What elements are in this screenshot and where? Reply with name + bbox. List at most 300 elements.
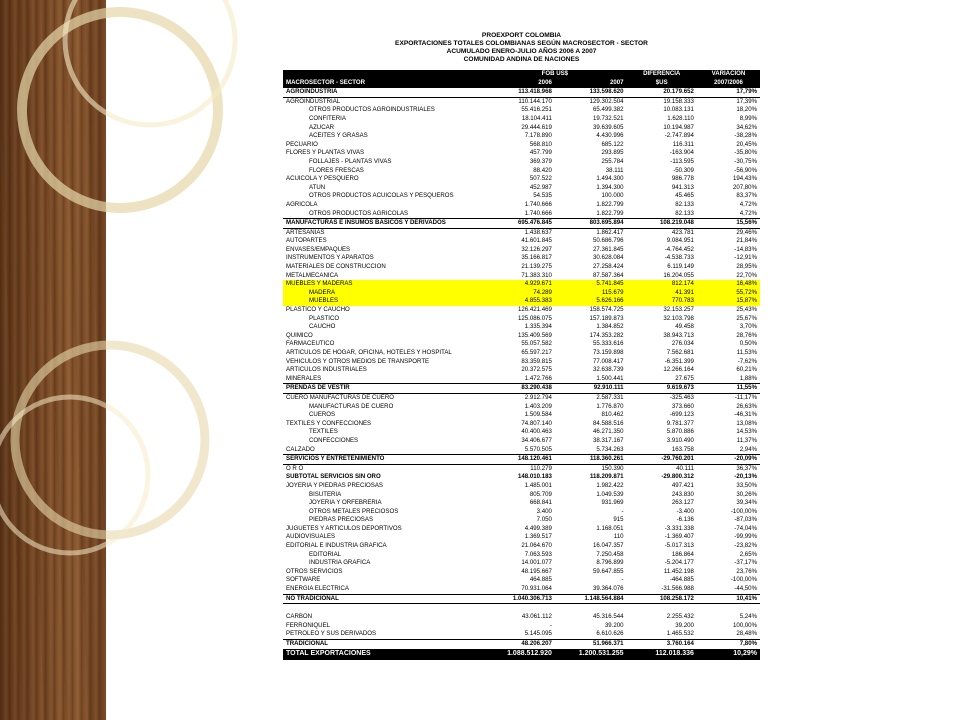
row-value-2006: 1.740.666	[524, 209, 552, 217]
row-diferencia: 276.034	[671, 340, 694, 348]
row-diferencia: 45.465	[675, 192, 694, 200]
table-row	[283, 141, 760, 150]
row-value-2006: 4.929.671	[483, 280, 555, 289]
row-value-2006: 54.535	[533, 192, 552, 200]
row-value-2007: 16.047.357	[593, 542, 624, 550]
row-diferencia: 2.255.432	[666, 613, 694, 621]
row-label: PRENDAS DE VESTIR	[283, 384, 483, 394]
row-value-2006: 5.570.505	[524, 445, 552, 453]
row-label: O R O	[286, 464, 304, 472]
row-variacion: 100,00%	[732, 621, 757, 629]
row-variacion: 14,53%	[736, 428, 757, 436]
row-label: TEXTILES Y CONFECCIONES	[286, 419, 372, 427]
row-value-2006: 40.400.463	[521, 428, 552, 436]
row-value-2007: 150.390	[601, 464, 624, 472]
row-value-2006: 32.126.297	[521, 245, 552, 253]
header-fob: FOB US$	[483, 70, 626, 79]
table-row	[283, 280, 760, 289]
row-diferencia: 3.910.490	[666, 436, 694, 444]
row-label: MANUFACTURAS E INSUMOS BASICOS Y DERIVADOS	[283, 219, 483, 229]
row-label: CALZADO	[286, 445, 315, 453]
row-label: SOFTWARE	[286, 576, 321, 584]
table-row	[283, 559, 760, 568]
row-value-2006: 48.195.667	[521, 567, 552, 575]
row-label: OTROS PRODUCTOS AGROINDUSTRIALES	[309, 106, 435, 114]
row-diferencia: 10.083.131	[663, 106, 694, 114]
row-value-2007: 50.686.796	[593, 237, 624, 245]
row-value-2006: 43.061.112	[521, 613, 552, 621]
row-value-2007: 810.462	[601, 411, 624, 419]
row-diferencia: 39.200	[675, 621, 694, 629]
row-label: MANUFACTURAS DE CUERO	[309, 402, 394, 410]
row-value-2006: 65.597.217	[521, 349, 552, 356]
row-value-2007: 55.333.616	[593, 340, 624, 348]
row-variacion: 3,70%	[739, 323, 757, 331]
row-label: ENVASES/EMPAQUES	[286, 245, 351, 253]
row-variacion: 2,94%	[739, 445, 757, 453]
row-diferencia: 11.452.198	[663, 567, 694, 575]
row-variacion: -35,80%	[734, 149, 757, 157]
row-value-2006: 83.359.815	[521, 357, 552, 365]
row-value-2007: 92.910.111	[555, 384, 627, 394]
row-variacion: 22,70%	[736, 271, 757, 279]
row-value-2006: 14.001.077	[521, 559, 552, 567]
row-diferencia: 49.458	[675, 323, 694, 331]
table-row	[283, 403, 760, 412]
row-label: FARMACEUTICO	[286, 340, 335, 348]
row-label: AGROINDUSTRIA	[283, 88, 483, 98]
row-diferencia: 40.111	[676, 464, 694, 472]
row-value-2007: 4.430.996	[596, 132, 624, 140]
row-value-2007: -	[621, 507, 624, 515]
row-diferencia: 82.133	[675, 209, 694, 217]
table-row	[283, 175, 760, 184]
row-label: JUGUETES Y ARTICULOS DEPORTIVOS	[286, 524, 402, 532]
report-sheet	[283, 26, 760, 660]
row-variacion: 30,26%	[736, 490, 757, 498]
report-period: ACUMULADO ENERO-JULIO AÑOS 2006 A 2007	[446, 48, 597, 55]
row-variacion: -87,03%	[734, 516, 757, 524]
table-row	[283, 649, 760, 660]
row-value-2006: 48.206.207	[483, 640, 555, 650]
row-diferencia: 243.830	[671, 490, 694, 498]
row-diferencia: 20.179.652	[627, 88, 697, 98]
header-row-top	[283, 70, 760, 79]
row-label: SERVICIOS Y ENTRETENIMIENTO	[283, 455, 483, 465]
row-diferencia: 32.153.257	[663, 306, 694, 314]
row-value-2007: 133.598.620	[555, 88, 627, 98]
row-label: PLASTICO Y CAUCHO	[286, 306, 350, 314]
row-label: PLASTICO	[309, 314, 340, 322]
row-value-2007: 1.822.799	[596, 200, 624, 208]
row-diferencia: 1.628.110	[667, 114, 694, 122]
row-label	[283, 604, 483, 614]
table-row	[283, 349, 760, 358]
row-label: OTROS SERVICIOS	[286, 567, 343, 575]
table-row	[283, 315, 760, 324]
row-value-2007: 39.200	[604, 621, 624, 629]
row-variacion: 25,67%	[736, 314, 757, 322]
wood-texture-border	[0, 0, 106, 720]
row-label: OTROS PRODUCTOS AGRICOLAS	[309, 209, 409, 217]
row-diferencia: -6.351.399	[664, 357, 694, 365]
row-diferencia: -699.123	[669, 411, 694, 419]
row-value-2007: 87.587.364	[593, 271, 624, 279]
row-variacion: 194,43%	[732, 175, 757, 183]
row-variacion: -100,00%	[730, 576, 757, 584]
row-value-2007: 1.822.799	[596, 209, 624, 217]
table-row	[283, 420, 760, 429]
row-value-2007: 915	[613, 516, 624, 524]
row-value-2006: 4.499.389	[524, 524, 552, 532]
row-diferencia: -113.595	[670, 157, 694, 165]
row-value-2007: 27.258.424	[593, 263, 624, 271]
row-value-2006: 55.057.582	[521, 340, 552, 348]
row-value-2007: 38.111	[605, 166, 624, 174]
row-value-2006: 83.290.438	[483, 384, 555, 394]
row-variacion: 83,37%	[736, 192, 757, 200]
row-variacion: 11,55%	[697, 384, 760, 394]
row-diferencia: 108.258.172	[627, 594, 697, 604]
row-variacion	[697, 604, 760, 614]
row-label: TOTAL EXPORTACIONES	[283, 649, 483, 660]
row-label: ARTESANIAS	[286, 228, 325, 236]
table-row	[283, 640, 760, 650]
row-diferencia: 82.133	[675, 200, 694, 208]
row-label: PIEDRAS PRECIOSAS	[309, 516, 374, 524]
row-diferencia: -31.566.988	[661, 585, 694, 593]
row-value-2007: 2.587.331	[596, 393, 624, 401]
table-row	[283, 437, 760, 446]
row-value-2006: 1.040.306.713	[483, 594, 555, 604]
row-diferencia: 986.778	[671, 175, 694, 183]
row-value-2006: 21.064.670	[521, 542, 552, 550]
header-dif-unit: $US	[627, 79, 697, 88]
row-label: CARBON	[286, 613, 313, 621]
row-label: INDUSTRIA GRAFICA	[309, 559, 371, 567]
table-row	[283, 482, 760, 491]
row-label: INSTRUMENTOS Y APARATOS	[286, 254, 374, 262]
header-variacion: VARIACION	[697, 70, 760, 79]
row-value-2007: 19.732.521	[593, 114, 624, 122]
table-row	[283, 393, 760, 402]
table-row	[283, 551, 760, 560]
row-value-2006: 3.400	[536, 507, 552, 515]
row-value-2007: 5.626.166	[555, 297, 627, 306]
row-value-2007: 1.776.870	[596, 402, 624, 410]
row-value-2007: 1.200.531.255	[555, 649, 627, 660]
row-diferencia: 6.119.149	[667, 263, 694, 271]
row-diferencia: 10.194.987	[663, 123, 694, 131]
row-value-2007: 39.364.076	[593, 585, 624, 593]
table-row	[283, 542, 760, 551]
row-diferencia: -2.747.894	[664, 132, 694, 140]
table-row	[283, 455, 760, 465]
table-row	[283, 115, 760, 124]
row-diferencia: -3.331.338	[664, 524, 694, 532]
row-value-2007: 1.049.539	[596, 490, 624, 498]
row-value-2006: 125.086.075	[517, 314, 552, 322]
row-diferencia: 497.421	[671, 481, 694, 489]
row-value-2007: 6.610.626	[596, 630, 624, 638]
row-label: AZUCAR	[309, 123, 335, 131]
table-row	[283, 149, 760, 158]
table-row	[283, 508, 760, 517]
row-label: ACEITES Y GRASAS	[309, 132, 368, 140]
row-value-2006: 113.418.968	[483, 88, 555, 98]
row-diferencia: 12.266.164	[663, 366, 694, 374]
row-variacion: 2,65%	[739, 550, 757, 558]
row-label: EDITORIAL	[309, 550, 342, 558]
row-diferencia: 112.018.336	[627, 649, 697, 660]
row-value-2007	[555, 604, 627, 614]
row-variacion: 4,72%	[739, 209, 757, 217]
row-value-2007: 158.574.725	[589, 306, 624, 314]
row-variacion: 10,41%	[697, 594, 760, 604]
row-value-2006: 35.166.817	[521, 254, 552, 262]
row-diferencia: 116.311	[672, 140, 694, 148]
row-value-2006: 7.063.593	[524, 550, 552, 558]
row-diferencia: -50.309	[673, 166, 694, 174]
row-diferencia: -29.760.201	[627, 455, 697, 465]
row-label: CONFITERIA	[309, 114, 346, 122]
row-variacion: 17,79%	[697, 88, 760, 98]
row-value-2006: 126.421.469	[517, 306, 552, 314]
report-subtitle: EXPORTACIONES TOTALES COLOMBIANAS SEGÚN MACROSECTOR - SECTOR	[395, 40, 648, 47]
row-variacion: -20,09%	[697, 455, 760, 465]
table-row	[283, 491, 760, 500]
row-variacion: -12,91%	[734, 254, 757, 262]
row-value-2007: 45.316.544	[593, 613, 624, 621]
row-value-2006: 55.416.251	[521, 106, 552, 114]
table-row	[283, 272, 760, 281]
row-variacion: 34,62%	[736, 123, 757, 131]
row-variacion: 5,24%	[739, 613, 757, 621]
row-variacion: 10,29%	[697, 649, 760, 660]
row-diferencia: 108.219.048	[627, 219, 697, 229]
row-diferencia: -163.904	[669, 149, 694, 157]
row-value-2006: 457.799	[529, 149, 552, 157]
table-row	[283, 228, 760, 237]
header-row-bottom	[283, 79, 760, 88]
row-diferencia: -464.885	[669, 576, 694, 584]
row-diferencia: -5.204.177	[664, 559, 694, 567]
row-diferencia: 27.675	[675, 374, 694, 382]
header-diferencia: DIFERENCIA	[627, 70, 697, 79]
table-row	[283, 323, 760, 332]
row-diferencia: -3.400	[676, 507, 694, 515]
table-row	[283, 158, 760, 167]
table-row	[283, 201, 760, 210]
row-value-2006: 1.403.209	[524, 402, 552, 410]
row-value-2006: 1.509.584	[524, 411, 552, 419]
row-variacion: 20,45%	[736, 140, 757, 148]
table-row	[283, 332, 760, 341]
row-value-2007: 1.384.852	[596, 323, 624, 331]
row-value-2007: 59.647.855	[593, 567, 624, 575]
row-label: PETROLEO Y SUS DERIVADOS	[286, 630, 377, 638]
table-row	[283, 576, 760, 585]
row-label: ARTICULOS DE HOGAR, OFICINA, HOTELES Y HOSPITAL	[286, 349, 452, 356]
row-value-2006: 695.476.845	[483, 219, 555, 229]
row-value-2006: 1.438.637	[524, 228, 552, 236]
row-variacion: -100,00%	[730, 507, 757, 515]
row-variacion: -23,82%	[734, 542, 757, 550]
row-value-2007: 1.394.300	[596, 183, 624, 191]
row-value-2006: 21.139.275	[521, 263, 552, 271]
row-diferencia: -4.538.733	[664, 254, 694, 262]
row-diferencia: 373.660	[671, 402, 694, 410]
table-row	[283, 210, 760, 219]
row-diferencia: 9.781.377	[666, 419, 694, 427]
row-diferencia: 41.391	[627, 289, 697, 298]
row-variacion: 18,20%	[736, 106, 757, 114]
row-variacion: -37,17%	[734, 559, 757, 567]
row-variacion: 1,88%	[739, 374, 757, 382]
row-diferencia: -29.800.312	[661, 473, 694, 481]
row-label: ACUICOLA Y PESQUERO	[286, 175, 359, 183]
row-variacion: 8,99%	[739, 114, 757, 122]
table-row	[283, 525, 760, 534]
row-value-2007: 84.588.516	[593, 419, 624, 427]
row-variacion: 29,46%	[736, 228, 757, 236]
row-label: BISUTERIA	[309, 490, 342, 498]
row-label: ATUN	[309, 183, 326, 191]
row-diferencia: 263.127	[671, 499, 694, 507]
row-diferencia: -5.017.313	[664, 542, 694, 550]
row-value-2007: 7.250.458	[596, 550, 624, 558]
row-variacion: 25,43%	[736, 306, 757, 314]
table-row	[283, 263, 760, 272]
row-value-2006: 18.104.411	[521, 114, 552, 122]
row-value-2007: 30.628.084	[593, 254, 624, 262]
row-label: FLORES FRESCAS	[309, 166, 364, 174]
row-value-2006: 20.372.575	[521, 366, 552, 374]
row-variacion: -7,62%	[737, 357, 757, 365]
row-value-2007: 8.796.899	[596, 559, 624, 567]
row-variacion: -46,31%	[734, 411, 757, 419]
report-header	[283, 26, 760, 70]
row-variacion: 15,87%	[697, 297, 760, 306]
table-row	[283, 375, 760, 384]
table-row	[283, 358, 760, 367]
row-value-2006: -	[549, 621, 552, 629]
row-variacion: 23,76%	[736, 567, 757, 575]
header-2006: 2006	[483, 79, 555, 88]
row-value-2007: 1.862.417	[596, 228, 624, 236]
row-variacion: 4,72%	[739, 200, 757, 208]
table-row	[283, 132, 760, 141]
row-label: MATERIALES DE CONSTRUCCION	[286, 263, 386, 271]
row-variacion: 11,53%	[736, 349, 757, 356]
row-variacion: 39,34%	[736, 499, 757, 507]
row-label: TRADICIONAL	[283, 640, 483, 650]
exports-table	[283, 70, 760, 660]
row-label: CAUCHO	[309, 323, 336, 331]
table-row	[283, 340, 760, 349]
row-label: EDITORIAL E INDUSTRIA GRAFICA	[286, 542, 387, 550]
row-variacion: 13,08%	[736, 419, 757, 427]
row-diferencia: 19.158.333	[663, 97, 694, 105]
row-value-2006: 1.369.517	[524, 533, 552, 541]
row-value-2007: 1.494.300	[596, 175, 624, 183]
row-value-2007: 1.168.051	[596, 524, 624, 532]
row-value-2007: 32.638.739	[593, 366, 624, 374]
row-variacion: 28,95%	[736, 263, 757, 271]
row-label: PECUARIO	[286, 140, 318, 148]
row-value-2006: 70.931.064	[521, 585, 552, 593]
row-variacion: 26,63%	[736, 402, 757, 410]
row-label: CUERO MANUFACTURAS DE CUERO	[286, 393, 395, 401]
table-row	[283, 499, 760, 508]
row-value-2007: 73.159.898	[593, 349, 624, 356]
row-diferencia: -6.136	[676, 516, 694, 524]
row-value-2006: 1.335.394	[524, 323, 552, 331]
row-value-2006: 148.010.183	[517, 473, 552, 481]
table-row	[283, 428, 760, 437]
row-label: MADERA	[283, 289, 483, 298]
row-value-2007: 27.361.845	[593, 245, 624, 253]
row-value-2006: 452.987	[529, 183, 552, 191]
row-label: ARTICULOS INDUSTRIALES	[286, 366, 367, 374]
table-row	[283, 533, 760, 542]
row-diferencia: 9.619.673	[627, 384, 697, 394]
row-diferencia: 186.864	[671, 550, 694, 558]
row-value-2007: 100.000	[601, 192, 624, 200]
row-value-2006: 369.379	[529, 157, 552, 165]
row-variacion: 0,50%	[739, 340, 757, 348]
row-variacion: 60,21%	[736, 366, 757, 374]
row-variacion: 21,84%	[736, 237, 757, 245]
row-label: AUDIOVISUALES	[286, 533, 336, 541]
table-row	[283, 384, 760, 394]
row-diferencia	[627, 604, 697, 614]
row-diferencia: 941.313	[671, 183, 694, 191]
table-row	[283, 366, 760, 375]
row-value-2007: -	[621, 576, 624, 584]
row-label: NO TRADICIONAL	[283, 594, 483, 604]
row-variacion: 36,37%	[736, 464, 757, 472]
row-value-2006: 4.855.383	[483, 297, 555, 306]
row-variacion: -14,83%	[734, 245, 757, 253]
row-label: JOYERIA Y ORFEBRERIA	[309, 499, 382, 507]
row-variacion: -20,13%	[734, 473, 757, 481]
table-row	[283, 237, 760, 246]
table-row	[283, 88, 760, 98]
row-value-2006: 464.885	[529, 576, 552, 584]
table-row	[283, 594, 760, 604]
row-diferencia: 770.783	[627, 297, 697, 306]
row-label: TEXTILES	[309, 428, 338, 436]
table-body	[283, 88, 760, 660]
row-value-2007: 931.969	[601, 499, 624, 507]
table-row	[283, 473, 760, 482]
row-variacion: 33,50%	[736, 481, 757, 489]
row-value-2006: 29.444.619	[521, 123, 552, 131]
row-variacion: -74,04%	[734, 524, 757, 532]
table-row	[283, 622, 760, 631]
row-value-2006	[483, 604, 555, 614]
row-value-2006: 74.289	[483, 289, 555, 298]
row-diferencia: -325.463	[669, 393, 694, 401]
row-value-2006: 41.601.845	[521, 237, 552, 245]
table-row	[283, 446, 760, 455]
row-label: FOLLAJES - PLANTAS VIVAS	[309, 157, 392, 165]
row-value-2006: 110.144.170	[518, 97, 552, 105]
row-variacion: 28,76%	[736, 331, 757, 339]
row-value-2007: 115.679	[555, 289, 627, 298]
row-value-2006: 2.912.794	[524, 393, 552, 401]
